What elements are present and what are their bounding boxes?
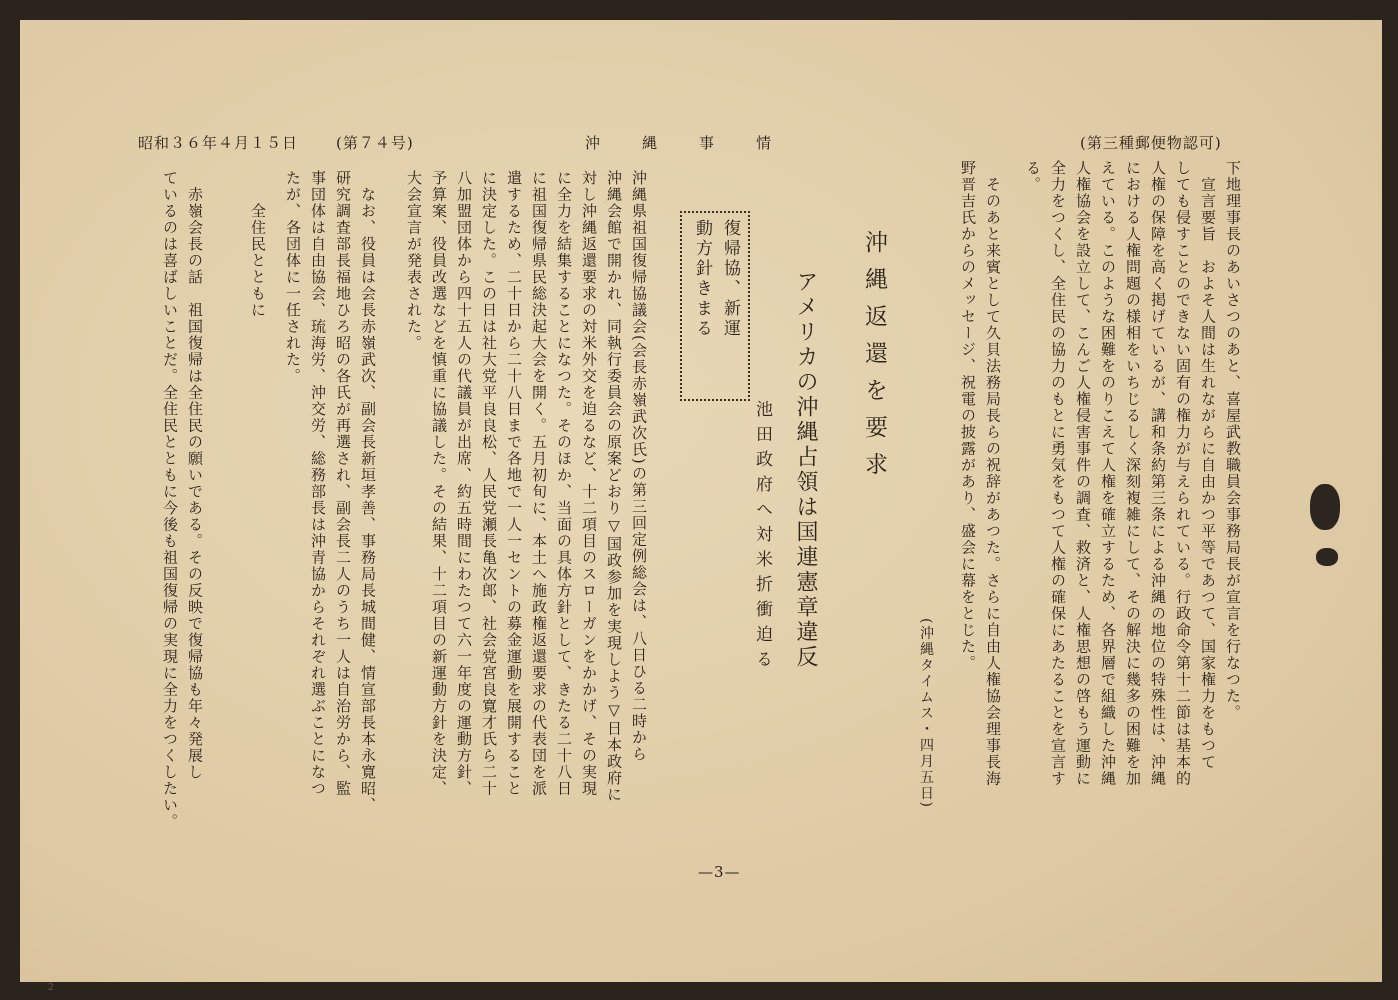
article-line: そのあと来賓として久貝法務局長らの祝辞があつた。さらに自由人権協会理事長海 bbox=[984, 160, 1002, 787]
article-line: 予算案、役員改選などを慎重に協議した。その結果、十二項目の新運動方針を決定、 bbox=[430, 170, 448, 797]
article-line: たが、各団体に一任された。 bbox=[284, 170, 302, 385]
boxed-heading-line1: 復帰協、新運 bbox=[720, 219, 740, 339]
subheading-together: 全住民とともに bbox=[249, 170, 267, 319]
boxed-heading bbox=[680, 211, 750, 401]
article-line: 事団体は自由協会、琉海労、沖交労、総務部長は沖青協からそれぞれ選ぶことになつ bbox=[309, 170, 327, 797]
headline-main: 沖縄返還を要求 bbox=[861, 230, 887, 489]
article-line: 人権協会を設立して、こんご人権侵害事件の調査、救済と、人権思想の啓もう運動に bbox=[1074, 160, 1092, 787]
article-source: (沖縄タイムス・四月五日) bbox=[918, 618, 934, 809]
article-line: えている。このような困難をのりこえて人権を確立するため、各界層で組織した沖縄 bbox=[1099, 160, 1117, 787]
newspaper-page bbox=[20, 20, 1382, 993]
header-paper-title: 沖 縄 事 情 bbox=[585, 134, 776, 152]
header-postal-permit: (第三種郵便物認可) bbox=[1080, 134, 1222, 152]
headline-second: アメリカの沖縄占領は国連憲章違反 bbox=[793, 270, 818, 670]
article-line: る。 bbox=[1024, 160, 1042, 193]
binding-hole-lower bbox=[1316, 548, 1338, 566]
headline-sub: 池田政府へ対米折衝迫る bbox=[752, 400, 772, 675]
chairman-comment-line: 赤嶺会長の話 祖国復帰は全住民の願いである。その反映で復帰協も年々発展し bbox=[186, 170, 204, 781]
page-number: —3— bbox=[698, 863, 741, 881]
binding-hole-upper bbox=[1310, 484, 1340, 530]
article-line: 人権の保障を高く掲げているが、講和条約第三条による沖縄の地位の特殊性は、沖縄 bbox=[1149, 160, 1167, 787]
article-line: 沖縄県祖国復帰協議会(会長赤嶺武次氏)の第三回定例総会は、八日ひる二時から bbox=[630, 170, 648, 763]
article-line: 大会宣言が発表された。 bbox=[405, 170, 423, 352]
article-line: 対し沖縄返還要求の対米外交を迫るなど、十二項目のスローガンをかかげ、その実現 bbox=[580, 170, 598, 797]
corner-mark: 2 bbox=[48, 983, 54, 993]
article-line: に祖国復帰県民総決起大会を開く。五月初旬に、本土へ施政権返還要求の代表団を派 bbox=[530, 170, 548, 797]
article-line: 沖縄会館で開かれ、同執行委員会の原案どおり▽国政参加を実現しよう▽日本政府に bbox=[605, 170, 623, 803]
article-line: 遣するため、二十日から二十八日まで各地で一人一セントの募金運動を展開すること bbox=[505, 170, 523, 797]
article-line: 下地理事長のあいさつのあと、喜屋武教職員会事務局長が宣言を行なつた。 bbox=[1224, 160, 1242, 721]
article-line: における人権問題の様相をいちじるしく深刻複雑にして、その解決に幾多の困難を加 bbox=[1124, 160, 1142, 787]
boxed-heading-line2: 動方針きまる bbox=[692, 219, 712, 339]
article-line: なお、役員は会長赤嶺武次、副会長新垣孝善、事務局長城間健、情宣部長本永寛昭、 bbox=[359, 170, 377, 814]
declaration-summary-line: 宣言要旨 およそ人間は生れながらに自由かつ平等であつて、国家権力をもつて bbox=[1199, 160, 1217, 771]
header-date: 昭和３６年４月１５日 bbox=[138, 134, 299, 152]
article-line: に決定した。この日は社大党平良良松、人民党瀬長亀次郎、社会党宮良寛才氏ら二十 bbox=[480, 170, 498, 797]
article-line: しても侵すことのできない固有の権力が与えられている。行政命令第十二節は基本的 bbox=[1174, 160, 1192, 787]
article-line: 野晋吉氏からのメッセージ、祝電の披露があり、盛会に幕をとじた。 bbox=[959, 160, 977, 672]
article-line: 研究調査部長福地ひろ昭の各氏が再選され、副会長二人のうち一人は自治労から、監 bbox=[334, 170, 352, 797]
header-issue: (第７４号) bbox=[336, 134, 414, 152]
article-line: に全力を結集することになつた。そのほか、当面の具体方針として、きたる二十八日 bbox=[555, 170, 573, 797]
article-line: 全力をつくし、全住民の協力のもとに勇気をもつて人権の確保にあたることを宣言す bbox=[1049, 160, 1067, 787]
article-line: ているのは喜ばしいことだ。全住民とともに今後も祖国復帰の実現に全力をつくしたい。 bbox=[161, 170, 179, 830]
article-line: 八加盟団体から四十五人の代議員が出席、約五時間にわたつて六一年度の運動方針、 bbox=[455, 170, 473, 797]
